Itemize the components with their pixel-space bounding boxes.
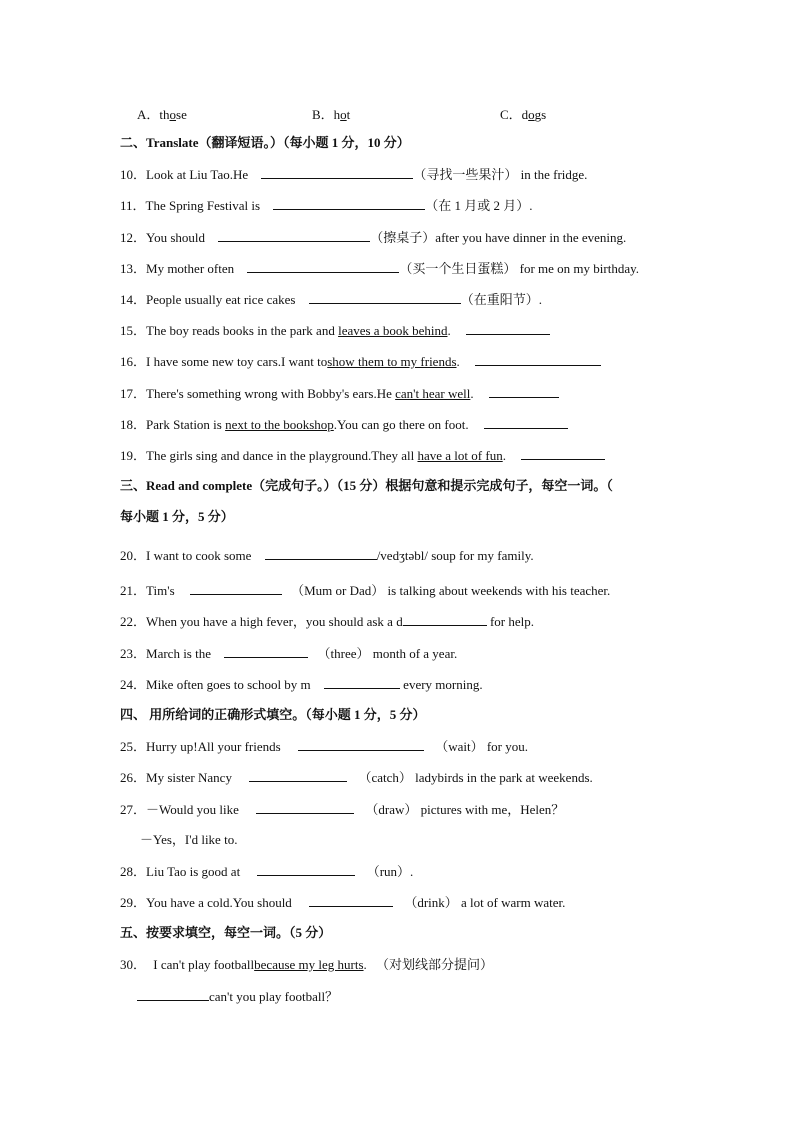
answer-blank[interactable] (475, 353, 601, 366)
answer-blank[interactable] (218, 229, 370, 242)
answer-blank[interactable] (298, 738, 424, 751)
question-26: 26．My sister Nancy （catch） ladybirds in the park at weekends. (120, 770, 593, 785)
question-18: 18．Park Station is next to the bookshop.You can go there on foot. (120, 416, 568, 433)
answer-blank[interactable] (265, 547, 377, 560)
question-30-answer: can't you play football？ (137, 988, 338, 1005)
option-a: A．those (137, 107, 187, 122)
question-27-reply: －Yes，I'd like to. (140, 832, 238, 847)
question-29: 29．You have a cold.You should （drink） a lot of warm water. (120, 895, 566, 910)
answer-blank[interactable] (190, 582, 282, 595)
answer-blank[interactable] (224, 645, 308, 658)
question-16: 16．I have some new toy cars.I want toshow them to my friends. (120, 353, 601, 370)
answer-blank[interactable] (309, 291, 461, 304)
answer-blank[interactable] (309, 894, 393, 907)
answer-blank[interactable] (521, 447, 605, 460)
question-23: 23．March is the （three） month of a year. (120, 646, 458, 661)
question-28: 28．Liu Tao is good at （run）. (120, 864, 414, 879)
question-15: 15．The boy reads books in the park and leaves a book behind. (120, 322, 550, 339)
answer-blank[interactable] (249, 769, 347, 782)
question-30: 30． I can't play footballbecause my leg hurts. （对划线部分提问） (120, 957, 494, 972)
answer-blank[interactable] (484, 416, 568, 429)
answer-blank[interactable] (489, 385, 559, 398)
answer-blank[interactable] (137, 988, 209, 1001)
section3-heading-line2: 每小题 1 分，5 分） (120, 509, 234, 524)
section5-heading: 五、按要求填空，每空一词。（5 分） (120, 925, 332, 940)
section3-heading: 三、Read and complete（完成句子。）（15 分）根据句意和提示完成句子，每空一词。（ (120, 478, 613, 493)
question-19: 19．The girls sing and dance in the playground.They all have a lot of fun. (120, 447, 605, 464)
question-12: 12．You should （擦桌子）after you have dinner in the evening. (120, 230, 627, 245)
question-24: 24．Mike often goes to school by m every morning. (120, 677, 483, 692)
section4-heading: 四、 用所给词的正确形式填空。（每小题 1 分，5 分） (120, 707, 426, 722)
question-17: 17．There's something wrong with Bobby's ears.He can't hear well. (120, 385, 559, 402)
section2-heading: 二、Translate（翻译短语。）（每小题 1 分，10 分） (120, 135, 410, 150)
answer-blank[interactable] (257, 863, 355, 876)
option-b: B．hot (312, 107, 351, 122)
answer-blank[interactable] (256, 801, 354, 814)
answer-blank[interactable] (324, 676, 400, 689)
answer-blank[interactable] (466, 322, 550, 335)
option-c: C．dogs (500, 107, 547, 122)
answer-blank[interactable] (261, 166, 413, 179)
question-13: 13．My mother often （买一个生日蛋糕） for me on my birthday. (120, 261, 640, 276)
question-11: 11．The Spring Festival is （在 1 月或 2 月）. (120, 198, 533, 213)
question-20: 20．I want to cook some /vedʒtəbl/ soup for my family. (120, 548, 534, 563)
question-22: 22．When you have a high fever，you should ask a d for help. (120, 614, 534, 629)
question-14: 14．People usually eat rice cakes （在重阳节）. (120, 292, 542, 307)
answer-blank[interactable] (247, 260, 399, 273)
answer-blank[interactable] (403, 613, 487, 626)
question-10: 10．Look at Liu Tao.He （寻找一些果汁） in the fridge. (120, 167, 588, 182)
answer-blank[interactable] (273, 197, 425, 210)
question-27: 27．－Would you like （draw） pictures with me，Helen？ (120, 802, 565, 817)
question-25: 25．Hurry up!All your friends （wait） for you. (120, 739, 528, 754)
question-21: 21．Tim's （Mum or Dad） is talking about weekends with his teacher. (120, 583, 611, 598)
